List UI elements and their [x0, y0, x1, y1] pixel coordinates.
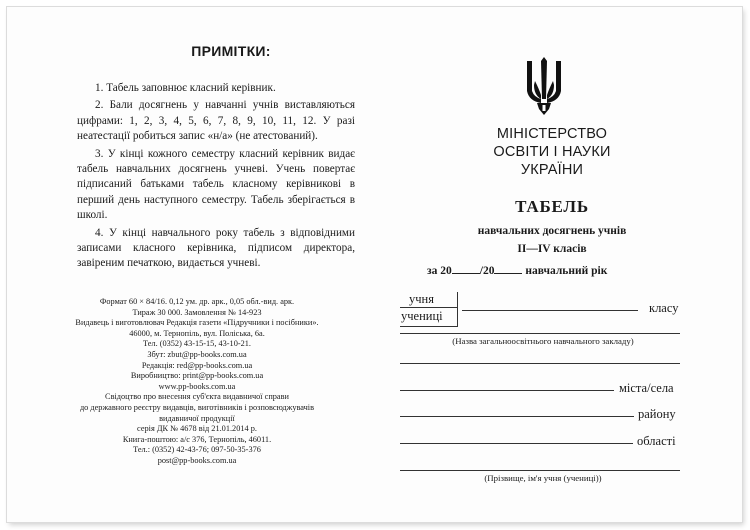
- pupil-name-field[interactable]: [400, 469, 680, 471]
- note-item: 2. Бали досягнень у навчанні учнів виставляються цифрами: 1, 2, 3, 4, 5, 6, 7, 8, 9, 10, 11, 12. У разі неатестації робиться запис «н/а» (не атестований).: [77, 99, 355, 143]
- imprint-line: Збут: zbut@pp-books.com.ua: [147, 349, 247, 359]
- district-field[interactable]: [400, 415, 634, 417]
- region-field[interactable]: [400, 442, 633, 444]
- trident-coat-of-arms-icon: [525, 55, 563, 117]
- ministry-line: УКРАЇНИ: [520, 162, 584, 178]
- city-label: міста/села: [619, 381, 674, 395]
- imprint-line: www.pp-books.com.ua: [158, 381, 236, 391]
- note-item: 4. У кінці навчального року табель з відповідними записами класного керівника, підписом директора, завіреним печаткою, видається учневі.: [77, 226, 355, 270]
- grade-range: II—IV класів: [517, 243, 587, 255]
- year-blank[interactable]: [452, 263, 480, 274]
- ministry-line: МІНІСТЕРСТВО: [496, 126, 608, 142]
- pupil-male-label: учня: [409, 292, 434, 306]
- imprint-line: серія ДК № 4678 від 21.01.2014 р.: [137, 424, 257, 434]
- imprint-line: Тел.: (0352) 42-43-76; 097-50-35-376: [133, 445, 261, 455]
- notes-column: [77, 43, 355, 274]
- year-mid: /20: [479, 265, 495, 277]
- region-label: області: [637, 434, 676, 448]
- imprint-line: видавничої продукції: [159, 413, 235, 423]
- academic-year-line: [427, 263, 707, 277]
- district-label: району: [638, 407, 676, 421]
- note-item: 1. Табель заповнює класний керівник.: [95, 82, 276, 94]
- publisher-imprint: [47, 297, 347, 467]
- school-field-extra[interactable]: [400, 362, 680, 364]
- imprint-line: Свідоцтво про внесення суб'єкта видавничої справи: [105, 392, 289, 402]
- imprint-line: Книга-поштою: а/с 376, Тернопіль, 46011.: [122, 434, 272, 444]
- imprint-line: Формат 60 × 84/16. 0,12 ум. др. арк., 0,05 обл.-вид. арк.: [99, 297, 295, 306]
- imprint-line: 46000, м. Тернопіль, вул. Поліська, 6а.: [129, 328, 265, 338]
- city-field[interactable]: [400, 389, 614, 391]
- school-caption: (Назва загальноосвітнього навчального закладу): [452, 336, 634, 346]
- note-item: 3. У кінці кожного семестру класний керівник видає табель навчальних досягнень учневі. Учень повертає підписаний батьками табель класному керівникові в перший день наступного семестру. Табель зберігається в школі.: [77, 147, 355, 222]
- imprint-line: до державного реєстру видавців, виготівників і розповсюджувачів: [79, 402, 315, 412]
- pupil-divider: [400, 307, 457, 308]
- pupil-female-label: учениці: [401, 309, 443, 323]
- school-field[interactable]: [400, 332, 680, 334]
- imprint-line: Виробництво: print@pp-books.com.ua: [130, 371, 264, 381]
- imprint-line: Видавець і виготовлювач Редакція газети «Підручники і посібники».: [75, 318, 319, 328]
- year-suffix: навчальний рік: [525, 265, 608, 277]
- year-blank[interactable]: [494, 263, 522, 274]
- year-prefix: за 20: [427, 265, 452, 277]
- imprint-line: Тираж 30 000. Замовлення № 14-923: [132, 307, 262, 317]
- document-subtitle: навчальних досягнень учнів: [477, 225, 627, 237]
- document-sheet: [7, 7, 742, 522]
- pupil-name-caption: (Прізвище, ім'я учня (учениці)): [484, 473, 602, 483]
- ministry-line: ОСВІТИ І НАУКИ: [493, 144, 611, 160]
- imprint-line: Редакція: red@pp-books.com.ua: [141, 360, 253, 370]
- document-title: ТАБЕЛЬ: [515, 197, 589, 216]
- imprint-line: Тел. (0352) 43-15-15, 43-10-21.: [143, 339, 251, 349]
- class-field[interactable]: [462, 309, 638, 311]
- class-label: класу: [649, 301, 679, 315]
- notes-title: ПРИМІТКИ:: [191, 43, 271, 59]
- ministry-name: [472, 125, 632, 179]
- imprint-line: post@pp-books.com.ua: [157, 455, 237, 465]
